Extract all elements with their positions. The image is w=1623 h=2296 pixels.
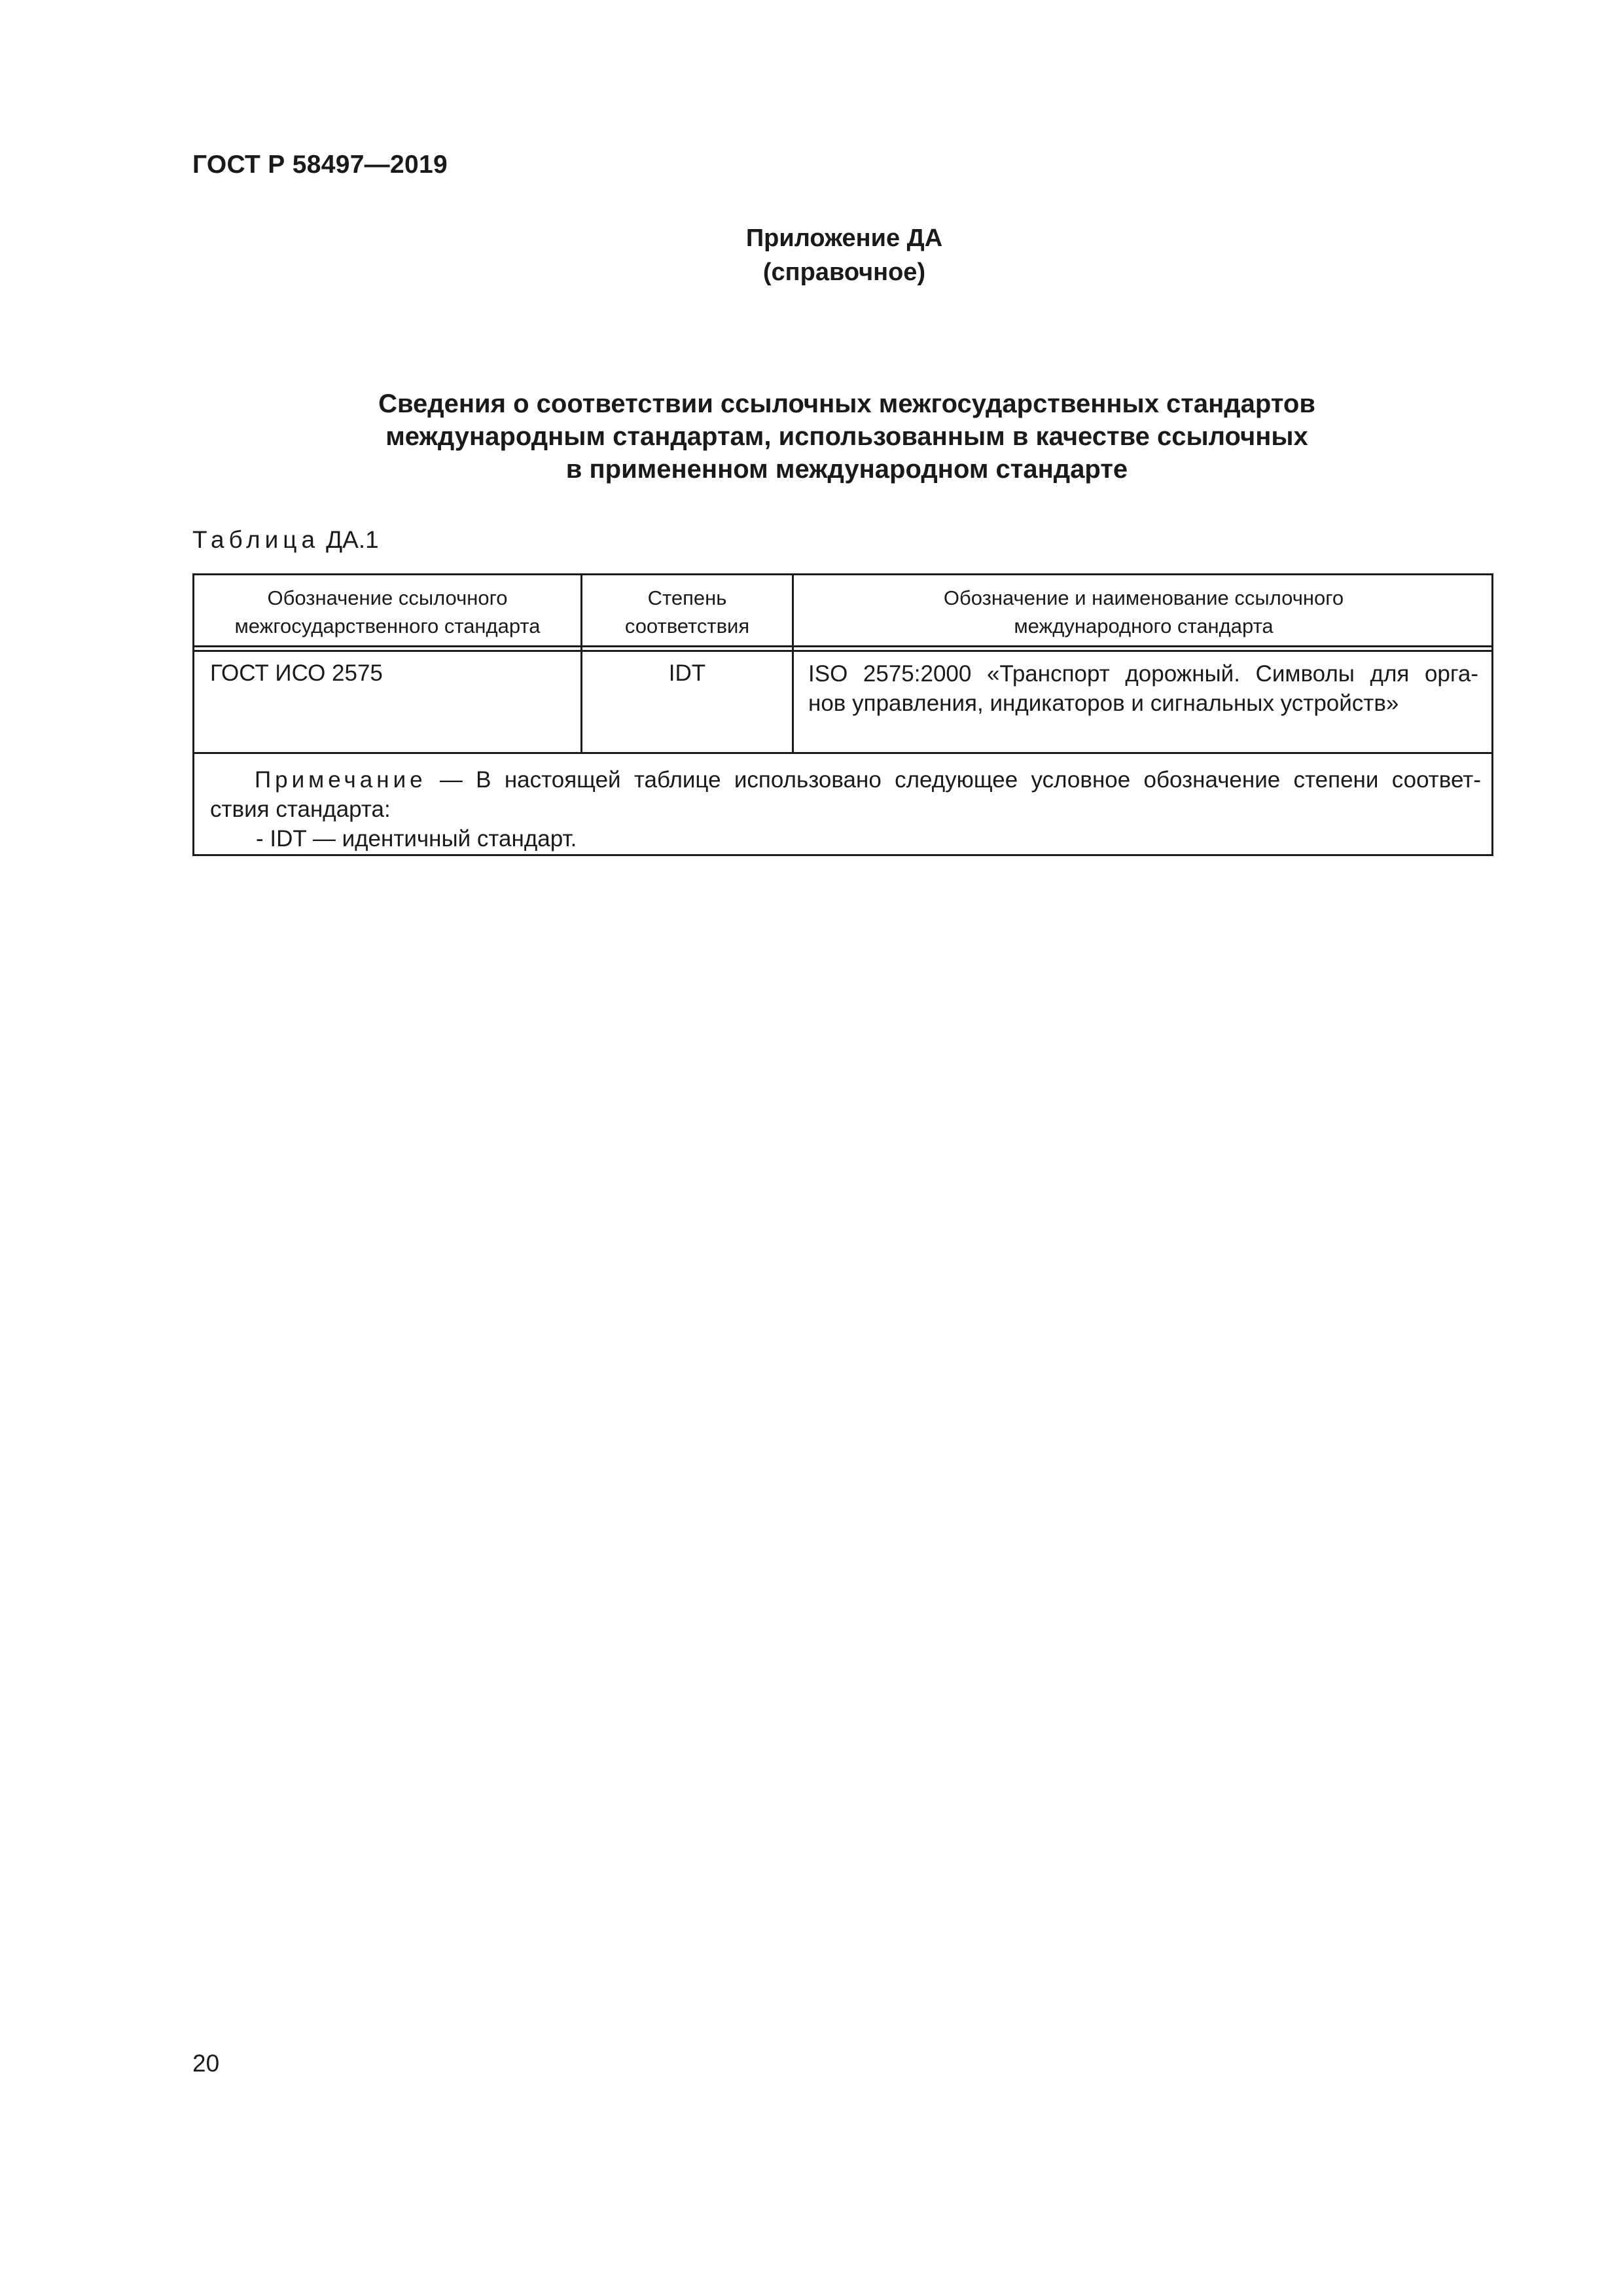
header-cell-degree xyxy=(582,584,792,640)
table-caption xyxy=(192,526,379,554)
cell-text-line: ISO 2575:2000 «Транспорт дорожный. Символы для орга- xyxy=(808,661,1478,687)
appendix-title: Приложение ДА xyxy=(745,224,943,252)
header-text: международного стандарта xyxy=(1014,615,1274,637)
header-text: Обозначение ссылочного xyxy=(267,586,508,609)
cell-text-line: нов управления, индикаторов и сигнальных устройств» xyxy=(808,691,1399,716)
note-label: Примечание xyxy=(255,767,427,793)
document-code: ГОСТ Р 58497—2019 xyxy=(192,151,448,179)
header-text: Степень xyxy=(647,586,727,609)
table-cell-international xyxy=(808,659,1478,718)
page-number: 20 xyxy=(192,2050,220,2077)
table-caption-word: Таблица xyxy=(192,526,320,553)
correspondence-table xyxy=(192,573,1493,856)
note-line xyxy=(210,765,1481,795)
section-title-line: международным стандартам, использованным в качестве ссылочных xyxy=(385,422,1308,451)
table-cell-degree: IDT xyxy=(668,660,706,686)
header-text: межгосударственного стандарта xyxy=(234,615,541,637)
note-line: ствия стандарта: xyxy=(210,797,391,822)
section-title-line: Сведения о соответствии ссылочных межгосударственных стандартов xyxy=(378,389,1315,418)
row-divider xyxy=(194,752,1491,754)
header-divider xyxy=(194,650,1491,652)
table-caption-number: ДА.1 xyxy=(326,526,379,553)
header-cell-international xyxy=(794,584,1493,640)
header-text: соответствия xyxy=(624,615,750,637)
section-title-line: в примененном международном стандарте xyxy=(565,455,1128,484)
table-cell-designation: ГОСТ ИСО 2575 xyxy=(210,660,383,686)
appendix-kind: (справочное) xyxy=(762,259,926,286)
table-note xyxy=(210,765,1481,853)
section-title xyxy=(192,387,1501,486)
note-text: — В настоящей таблице использовано следующее условное обозначение степени соответ- xyxy=(426,767,1481,793)
note-line: - IDT — идентичный стандарт. xyxy=(256,826,577,852)
header-cell-designation xyxy=(194,584,580,640)
header-divider xyxy=(194,645,1491,647)
header-text: Обозначение и наименование ссылочного xyxy=(943,586,1344,609)
